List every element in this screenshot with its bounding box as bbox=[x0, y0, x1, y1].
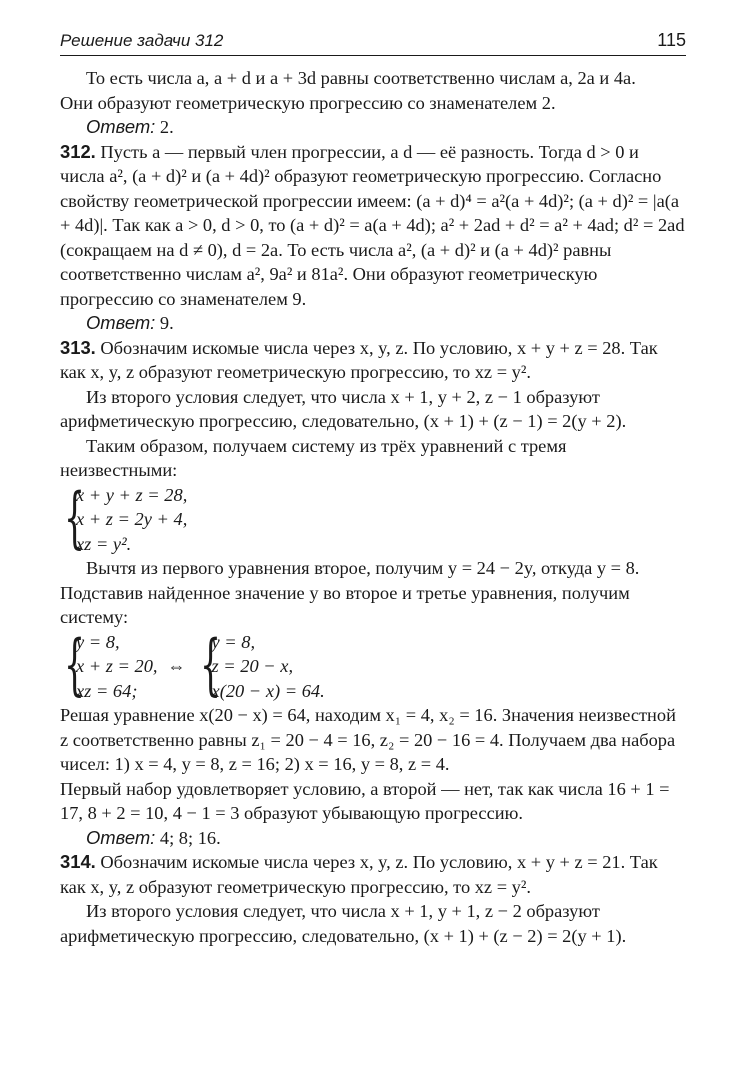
answer-312 bbox=[60, 311, 686, 336]
paragraph: Решая уравнение x(20 − x) = 64, находим x₁ = 4, x₂ = 16. Значения неизвестной z соответственно равны z₁ = 20 − 4 = 16, z₂ = 20 − 16 = 4. Получаем два набора чисел: 1) x = 4, y = 8, z = 16; 2) x = 16, y = 8, z = 4. bbox=[60, 705, 676, 774]
equation: y = 8, bbox=[211, 631, 256, 652]
problem-313 bbox=[60, 336, 686, 385]
paragraph: Из второго условия следует, что числа x + 1, y + 1, z − 2 образуют арифметическую прогрессию, следовательно, (x + 1) + (z − 2) = 2(y + 1). bbox=[60, 901, 627, 946]
answer-value: 2. bbox=[159, 117, 174, 137]
answer-label: Ответ: bbox=[86, 312, 156, 333]
answer-313 bbox=[60, 826, 686, 851]
answer-311 bbox=[60, 115, 686, 140]
problem-number: 312. bbox=[60, 140, 96, 162]
paragraph: Из второго условия следует, что числа x + 1, y + 2, z − 1 образуют арифметическую прогрессию, следовательно, (x + 1) + (z − 1) = 2(y + 2). bbox=[60, 386, 627, 431]
problem-text: Пусть a — первый член прогрессии, а d — её разность. Тогда d > 0 и числа a², (a + d)² и (a + 4d)² образуют геометрическую прогрессию. Согласно свойству геометрической прогрессии имеем: (a + d)⁴ = a²(a + 4d)²; (a + d)² = |a(a + 4d)|. Так как a > 0, d > 0, то (a + d)² = a(a + 4d); a² + 2ad + d² = a² + 4ad; d² = 2ad (сокращаем на d ≠ 0), d = 2a. То есть числа a², (a + d)² и (a + 4d)² равны соответственно числам a², 9a² и 81a². Они образуют геометрическую прогрессию со знаменателем 9. bbox=[60, 141, 685, 309]
equation: xz = y². bbox=[76, 533, 132, 554]
equation: x(20 − x) = 64. bbox=[211, 680, 325, 701]
intro-line-2: Они образуют геометрическую прогрессию со знаменателем 2. bbox=[60, 92, 556, 113]
running-title: Решение задачи 312 bbox=[60, 31, 224, 50]
equation: z = 20 − x, bbox=[211, 656, 294, 676]
paragraph: Подставив найденное значение y во второе и третье уравнения, получим систему: bbox=[60, 582, 630, 627]
paragraph: Первый набор удовлетворяет условию, а второй — нет, так как числа 16 + 1 = 17, 8 + 2 = 10, 4 − 1 = 3 образуют убывающую прогрессию. bbox=[60, 778, 670, 823]
system-lines bbox=[76, 630, 158, 704]
equivalence-icon: ⇔ bbox=[167, 656, 186, 676]
page-header bbox=[60, 30, 686, 56]
brace-icon: { bbox=[64, 625, 85, 703]
problem-number: 314. bbox=[60, 851, 96, 872]
problem-number: 313. bbox=[60, 336, 96, 358]
page-number: 115 bbox=[657, 30, 686, 50]
paragraph: Вычтя из первого уравнения второе, получим y = 24 − 2y, откуда y = 8. bbox=[86, 558, 640, 578]
system-right bbox=[196, 625, 325, 704]
answer-label: Ответ: bbox=[86, 116, 156, 137]
answer-label: Ответ: bbox=[86, 826, 156, 848]
equation: x + z = 20, bbox=[76, 656, 158, 676]
equation: x + y + z = 28, bbox=[76, 484, 188, 505]
equation: xz = 64; bbox=[76, 680, 138, 701]
intro-line-1: То есть числа a, a + d и a + 3d равны соответственно числам a, 2a и 4a. bbox=[86, 68, 636, 88]
page-content bbox=[60, 66, 686, 948]
problem-314 bbox=[60, 850, 686, 899]
answer-value: 4; 8; 16. bbox=[159, 827, 221, 848]
equation: x + z = 2y + 4, bbox=[76, 509, 188, 529]
problem-312 bbox=[60, 140, 686, 312]
system-lines bbox=[76, 483, 187, 557]
problem-text: Обозначим искомые числа через x, y, z. По условию, x + y + z = 21. Так как x, y, z образуют геометрическую прогрессию, то xz = y². bbox=[60, 852, 658, 897]
answer-value: 9. bbox=[159, 313, 174, 333]
brace-icon: { bbox=[64, 478, 85, 556]
system-lines bbox=[212, 630, 325, 704]
paragraph: Таким образом, получаем систему из трёх уравнений с тремя неизвестными: bbox=[60, 435, 567, 480]
problem-text: Обозначим искомые числа через x, y, z. По условию, x + y + z = 28. Так как x, y, z образуют геометрическую прогрессию, то xz = y². bbox=[60, 337, 658, 382]
equation-system-1 bbox=[60, 478, 686, 557]
system-left bbox=[60, 625, 158, 704]
equation: y = 8, bbox=[76, 631, 120, 652]
brace-icon: { bbox=[199, 625, 221, 703]
equation-system-2 bbox=[60, 625, 686, 704]
